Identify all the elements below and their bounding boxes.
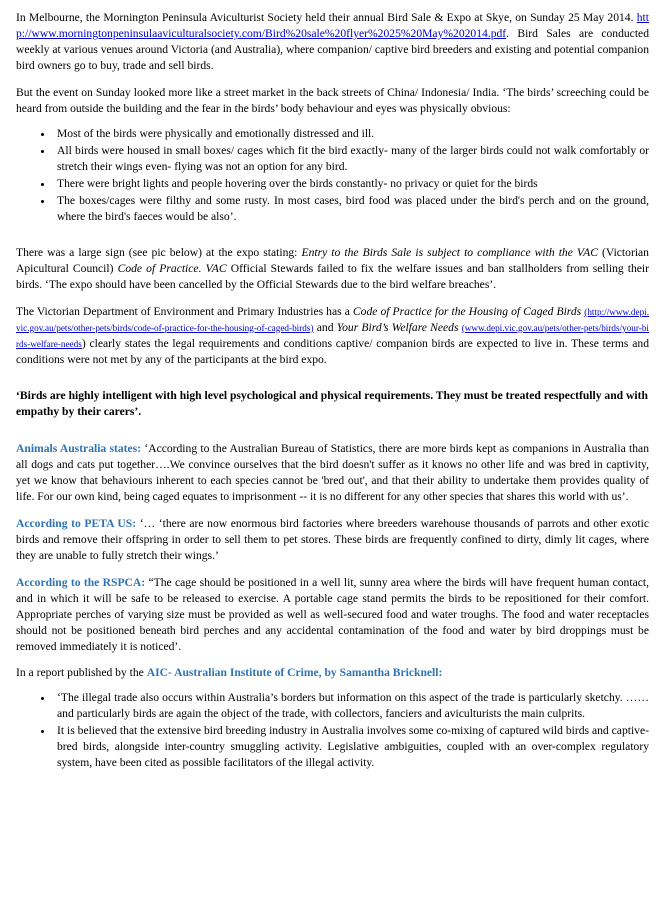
sign-text-c: Official Stewards failed to fix the welfare issues and ban stallholders from selling their birds. ‘The expo should have been cancelled by the Official Stewards due to the bird welfare breaches’. xyxy=(16,261,650,291)
paragraph-rspca xyxy=(16,575,649,655)
source-heading-peta: According to PETA US: xyxy=(16,516,137,530)
list-item: • ‘The illegal trade also occurs within Australia’s borders but information on this aspect of the trade is particularly sketchy. …… and particularly birds are again the object of the trade, with collectors, fanciers and aviculturists the main culprits. xyxy=(54,690,649,722)
intro-text-a: In Melbourne, the Mornington Peninsula Aviculturist Society held their annual Bird Sale & Expo at Skye, on Sunday 25 May 2014. xyxy=(16,11,637,24)
depi-italic-2: Your Bird’s Welfare Needs xyxy=(336,320,459,334)
depi-italic-1: Code of Practice for the Housing of Caged Birds xyxy=(352,304,582,318)
depi-text-mid: and xyxy=(313,320,337,334)
list-item: • It is believed that the extensive bird breeding industry in Australia involves some co-mixing of captured wild birds and captive-bred birds, alongside inter-country smuggling activity. Legislative ambiguities, coupled with an over-complex regulatory system, have been cited as possible facilitators of the illegal activity. xyxy=(54,723,649,771)
bullet-list-aic xyxy=(16,690,649,771)
sign-italic-2: Code of Practice. VAC xyxy=(117,261,227,275)
source-heading-aic: AIC- Australian Institute of Crime, by Samantha Bricknell: xyxy=(146,666,443,680)
spacer xyxy=(16,432,649,441)
paragraph-peta xyxy=(16,516,649,564)
sign-text-b: (Victorian Apicultural Council) xyxy=(16,245,649,275)
paragraph-depi-code xyxy=(16,304,649,368)
source-heading-animals-australia: Animals Australia states: xyxy=(16,441,142,455)
list-item: • Most of the birds were physically and emotionally distressed and ill. xyxy=(54,126,649,142)
list-item: • All birds were housed in small boxes/ cages which fit the bird exactly- many of the larger birds could not walk comfortably or stretch their wings even- flying was not an option for any bird. xyxy=(54,143,649,175)
depi-text-b: ) clearly states the legal requirements and conditions captive/ companion birds are expected to live in. These terms and conditions were not met by any of the participants at the bird expo. xyxy=(16,336,649,366)
bird-sale-flyer-link[interactable]: http://www.morningtonpeninsulaaviculturalsociety.com/Bird%20sale%20flyer%2025%20May%202014.pdf xyxy=(16,11,649,40)
depi-text-a: The Victorian Department of Environment and Primary Industries has a xyxy=(16,304,353,318)
depi-welfare-needs-link[interactable]: (www.depi.vic.gov.au/pets/other-pets/birds/your-birds-welfare-needs xyxy=(16,322,649,349)
sign-text-a: There was a large sign (see pic below) at the expo stating: xyxy=(16,245,302,259)
animals-australia-body: ‘According to the Australian Bureau of Statistics, there are more birds kept as companions in Australia than all dogs and cats put together….We convince ourselves that the bird doesn't suffer as it knows no other life and was bred in captivity, yet we know that behaviours inherent to each species cannot be 'bred out', and that their ability to undertake them provides quality of life. For our own kind, being caged equates to imprisonment -- it is no different for any other species that shares this world with us’. xyxy=(16,441,650,503)
aic-lead-text: In a report published by the xyxy=(16,666,147,680)
list-item: • The boxes/cages were filthy and some rusty. In most cases, bird food was placed under the bird's perch and on the ground, where the bird's faeces would be also’. xyxy=(54,193,649,225)
intro-text-b: . Bird Sales are conducted weekly at various venues around Victoria (and Australia), where companion/ captive bird breeders and existing and potential companion bird owners go to buy, trade and sell birds. xyxy=(16,26,649,72)
paragraph-animals-australia xyxy=(16,441,649,505)
list-item: • There were bright lights and people hovering over the birds constantly- no privacy or quiet for the birds xyxy=(54,176,649,192)
paragraph-event-description: But the event on Sunday looked more like a street market in the back streets of China/ Indonesia/ India. ‘The birds’ screeching could be heard from outside the building and the fear in the birds’ body behaviour and eyes was physically obvious: xyxy=(16,85,649,115)
spacer xyxy=(16,379,649,388)
peta-body: ‘… ‘there are now enormous bird factories where breeders warehouse thousands of parrots and other exotic birds and remove their offspring in order to sell them to pet stores. These birds are frequently confined to dirty, dimly lit cages, where they are unable to fully stretch their wings.’ xyxy=(16,516,649,562)
sign-italic-1: Entry to the Birds Sale is subject to compliance with the VAC xyxy=(301,245,598,259)
paragraph-sign-vac xyxy=(16,245,649,293)
spacer xyxy=(16,236,649,245)
depi-code-of-practice-link[interactable]: (http://www.depi.vic.gov.au/pets/other-pets/birds/code-of-practice-for-the-housing-of-caged-birds) xyxy=(16,306,650,333)
paragraph-intro xyxy=(16,10,649,74)
paragraph-aic-lead xyxy=(16,665,649,681)
bullet-list-observations xyxy=(16,126,649,225)
pull-quote-heading: ‘Birds are highly intelligent with high level psychological and physical requirements. They must be treated respectfully and with empathy by their carers’. xyxy=(16,388,648,418)
source-heading-rspca: According to the RSPCA: xyxy=(16,575,146,589)
rspca-body: “The cage should be positioned in a well lit, sunny area where the birds will have frequent human contact, and in which it will be safe to be released to exercise. A portable cage stand permits the birds to be repositioned for their comfort. Appropriate perches of varying size must be provided as well as well-secured food and water troughs. The food and water receptacles should not be positioned beneath bird perches and any accidental contamination of the food and water by bird droppings must be removed immediately it is noticed’. xyxy=(16,575,649,653)
